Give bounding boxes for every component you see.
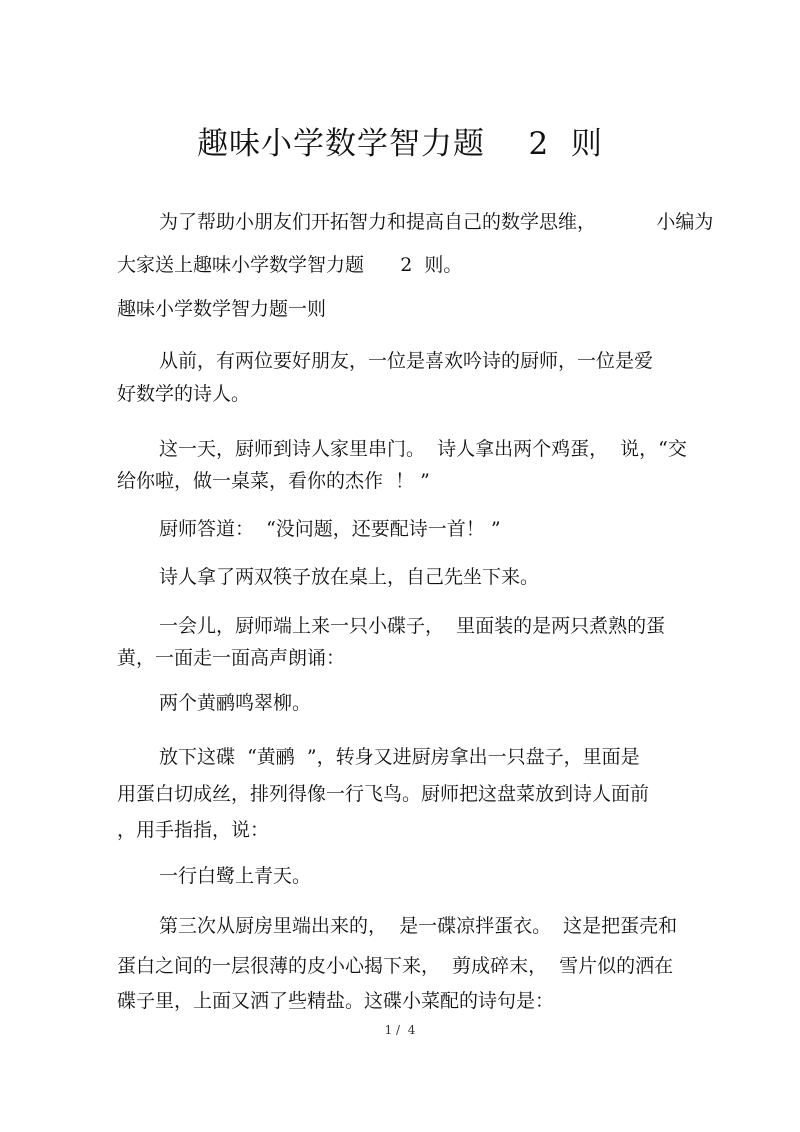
page-number: 1 / 4 [384, 1023, 416, 1037]
paragraph-line: 厨师答道： “没问题，还要配诗一首！ ” [159, 518, 501, 540]
paragraph-line: 一会儿，厨师端上来一只小碟子， 里面装的是两只煮熟的蛋 [159, 615, 666, 637]
poem-line: 一行白鹭上青天。 [159, 865, 312, 887]
paragraph-line: ，用手指指，说： [117, 819, 270, 841]
paragraph-line: 好数学的诗人。 [117, 383, 251, 405]
paragraph-line: 放下这碟 “黄鹂 ”，转身又进厨房拿出一只盘子，里面是 [159, 746, 640, 768]
paragraph-line: 这一天，厨师到诗人家里串门。 诗人拿出两个鸡蛋， 说，“交 [159, 438, 687, 460]
paragraph-line: 诗人拿了两双筷子放在桌上，自己先坐下来。 [159, 566, 540, 588]
poem-line: 两个黄鹂鸣翠柳。 [159, 692, 312, 714]
paragraph-line: 大家送上趣味小学数学智力题 2 则。 [117, 254, 463, 276]
paragraph-line: 黄，一面走一面高声朗诵： [117, 647, 346, 669]
paragraph-line: 碟子里，上面又洒了些精盐。这碟小菜配的诗句是： [117, 990, 555, 1012]
paragraph-line: 用蛋白切成丝，排列得像一行飞鸟。厨师把这盘菜放到诗人面前 [117, 783, 650, 805]
section-heading: 趣味小学数学智力题一则 [117, 298, 327, 320]
paragraph-line: 给你啦，做一桌菜，看你的杰作 ！ ” [117, 470, 430, 492]
document-title: 趣味小学数学智力题 2 则 [197, 126, 603, 162]
paragraph-line: 蛋白之间的一层很薄的皮小心揭下来， 剪成碎末， 雪片似的洒在 [117, 955, 674, 977]
paragraph-line: 从前，有两位要好朋友，一位是喜欢吟诗的厨师，一位是爱 [159, 350, 654, 372]
paragraph-line: 第三次从厨房里端出来的， 是一碟凉拌蛋衣。 这是把蛋壳和 [159, 915, 678, 937]
paragraph-line: 为了帮助小朋友们开拓智力和提高自己的数学思维， 小编为 [159, 211, 714, 233]
